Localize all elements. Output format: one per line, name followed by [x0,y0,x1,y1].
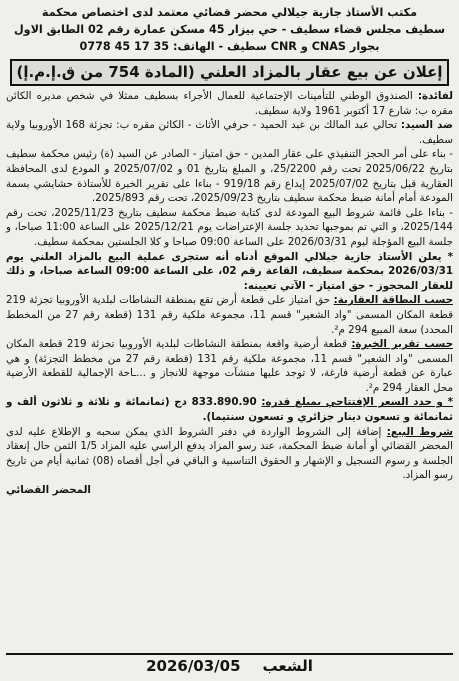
header-contact-line [6,38,453,55]
notice-body [6,89,453,483]
header-contact-prefix: بجوار CNAS و CNR سطيف - الهاتف: [172,40,380,53]
paragraph-seizure-order: - بناء على أمر الحجز التنفيذي على عقار المدين - حق امتياز - الصادر عن السيد (ة) رئيس محكمة سطيف بتاريخ 2025/06/22 تحت رقم 25/2200، و المبلغ بتاريخ 01 و 2025/07/02 و المودع لدى المحافظة العقارية قبل بتاريخ 2025/07/02 إيداع رقم 919/18 - بناءا على تقرير الخبرة للأستاذة حشايشي بسمة المودعة أمام أمانة ضبط محكمة سطيف بتاريخ 2025/09/23، تحت رقم 2025/893. [6,148,453,205]
newspaper-footer [6,653,453,675]
opening-price-label: * و حدد السعر الإفتتاحي بمبلغ قدره: [261,396,453,409]
sale-conditions-text: إضافة إلى الشروط الواردة في دفتر الشروط الذي يمكن سحبه و الإطلاع عليه لدى المحضر القضائي أو أمانة ضبط المحكمة، عند رسو المزاد يدفع الراسي عليه المزاد 1/5 الثمن حال إنعقاد الجلسة و رسوم التسجيل و الإشهار و الحقوق التناسبية و الباقي في أجل أقصاه (08) ثمانية أيام من تاريخ رسو المزاد. [6,425,453,482]
notice-title: إعلان عن بيع عقار بالمزاد العلني (المادة 754 من ق.إ.م.إ) [10,59,449,86]
sale-conditions-label: شروط البيع: [386,425,453,438]
paragraph-auction-announcement: * يعلن الأستاذ جازية جيلالي الموقع أدناه أنه ستجرى عملية البيع بالمزاد العلني يوم 2026/03/31 بمحكمة سطيف، القاعة رقم 02، على الساعة 09:00 الساعة صباحا، و ذلك للعقار المحجوز - حق امتياز - الآتي تعيينه: [6,250,454,292]
expert-report-label: حسب تقرير الخبرة: [351,338,453,351]
header-office-line: مكتب الأستاذ جازية جيلالي محضر قضائي معتمد لدى اختصاص محكمة [41,6,418,19]
paragraph-conditions-list: - بناءا على قائمة شروط البيع المودعة لدى كتابة ضبط محكمة سطيف بتاريخ 2025/11/23، تحت رقم 2025/144، و التي تم بموجبها تحديد جلسة الإعتراضات يوم 2025/12/21 على الساعة 11:00 صباحا، و جلسة البيع المؤجلة ليوم 2026/03/31 على الساعة 09:00 صباحا و كلا الجلستين بمحكمة سطيف. [6,206,453,248]
paragraph-debtor [6,118,453,147]
opening-price-amount: 833.890.90 دج [174,396,257,409]
header-phone: 0778 45 17 35 [79,40,170,53]
bailiff-signature: المحضر القضائي [6,484,91,497]
bailiff-header [6,4,453,55]
paragraph-opening-price [6,395,453,424]
beneficiary-label: لفائدة: [417,90,453,102]
land-registry-label: حسب البطاقة العقارية: [333,294,454,307]
publication-date: 2026/03/05 [146,657,241,675]
beneficiary-text: الصندوق الوطني للتأمينات الإجتماعية للعمال الأجراء بسطيف ممثلا في شخص مديره الكائن مقره ب: شارع 17 أكتوبر 1961 ولاية سطيف. [6,90,453,117]
paragraph-beneficiary [6,89,453,118]
debtor-label: ضد السيد: [400,119,453,132]
paragraph-expert-report [6,337,453,395]
debtor-text: تحالي عبد المالك بن عبد الحميد - حرفي الأثاث - الكائن مقره ب: تجزئة 168 الأوروبيا ولاية سطيف. [6,119,453,146]
header-address-line: سطيف مجلس قضاء سطيف - حي بيزار 45 مسكن عمارة رقم 02 الطابق الاول [13,23,446,36]
paragraph-sale-conditions [6,425,453,483]
opening-price-words: (ثمانمائة و ثلاثة و ثلاثون ألف و ثمانمائة و تسعون دينار جزائري و تسعون سنتيما). [6,396,453,424]
paragraph-land-registry [6,293,453,337]
newspaper-name: الشعب [262,657,313,675]
expert-report-text: قطعة أرضية واقعة بمنطقة النشاطات لبلدية الأوروبيا تجزئة 219 قطعة المكان المسمى "واد الشعير" قسم 11، مجموعة ملكية رقم 131 (قطعة رقم 27 من مخطط التجزئة) و هي عبارة عن قطعة أرضية فارغة، لا توجد عليها منشآت موجهة للانجاز و ...ـاحة الإجمالية للقطعة الأرضية محل العقار 294 م². [6,338,453,394]
land-registry-text: حق امتياز على قطعة أرض تقع بمنطقة النشاطات لبلدية الأوروبيا تجزئة 219 قطعة المكان المسمى "واد الشعير" قسم 11، مجموعة ملكية رقم 131 (قطعة رقم 27 من المخطط المحدد) سعة المبيع 294 م². [6,294,453,336]
signature-row [6,483,453,498]
